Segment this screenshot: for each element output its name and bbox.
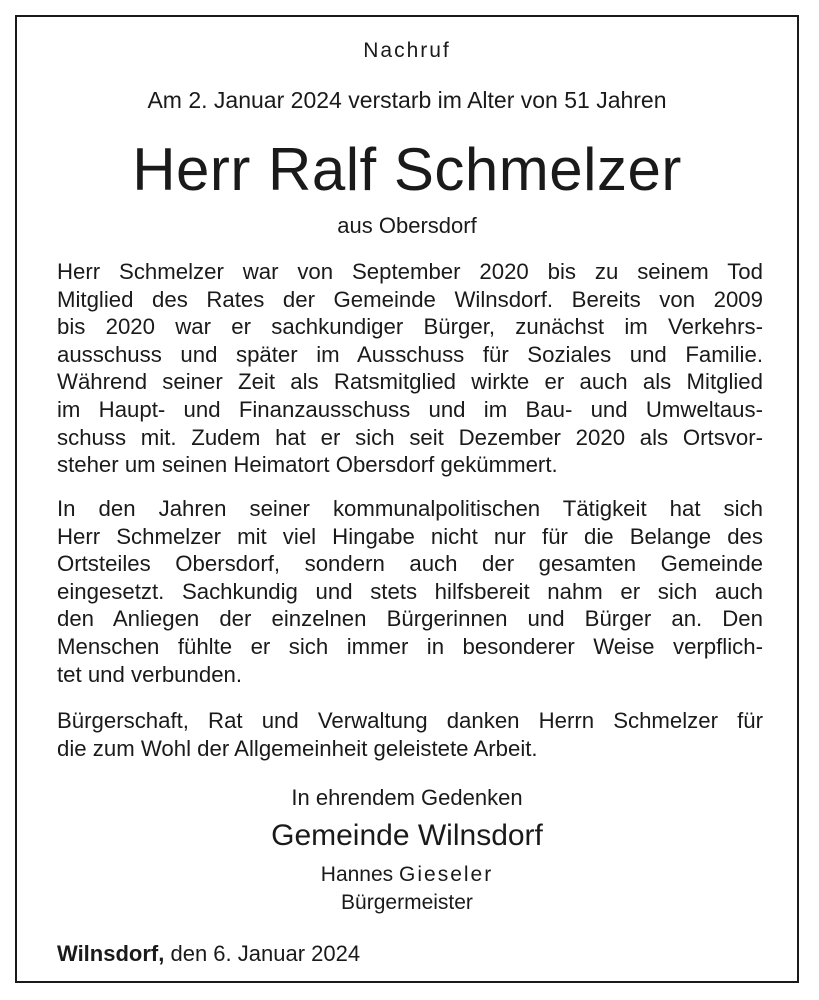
text-line: Mitglied des Rates der Gemeinde Wilnsdorf. Bereits von 2009 — [57, 286, 763, 312]
paragraph-service — [57, 258, 763, 479]
date: den 6. Januar 2024 — [170, 941, 361, 966]
text-line: bis 2020 war er sachkundiger Bürger, zunächst im Verkehrs- — [57, 314, 763, 340]
signer-last-name: Gieseler — [399, 863, 494, 886]
signer-first-name: Hannes — [320, 863, 394, 886]
place-date — [57, 941, 360, 967]
paragraph-thanks — [57, 707, 763, 762]
signer-title: Bürgermeister — [341, 891, 473, 914]
text-line: Herr Schmelzer war von September 2020 bis zu seinem Tod — [57, 259, 763, 284]
notice-kicker: Nachruf — [363, 39, 451, 62]
intro-line: Am 2. Januar 2024 verstarb im Alter von 51 Jahren — [147, 87, 667, 113]
text-line: die zum Wohl der Allgemeinheit geleistete Arbeit. — [57, 735, 538, 761]
text-line: steher um seinen Heimatort Obersdorf gekümmert. — [57, 452, 558, 478]
text-line: eingesetzt. Sachkundig und stets hilfsbereit nahm er sich auch — [57, 578, 763, 604]
text-line: In den Jahren seiner kommunalpolitischen Tätigkeit hat sich — [57, 496, 763, 521]
paragraph-dedication — [57, 495, 763, 688]
signer-name — [17, 863, 797, 887]
text-line: im Haupt- und Finanzausschuss und im Bau- und Umweltaus- — [57, 396, 763, 422]
text-line: Während seiner Zeit als Ratsmitglied wirkte er auch als Mitglied — [57, 369, 763, 395]
memorial-line: In ehrendem Gedenken — [291, 785, 523, 810]
deceased-name: Herr Ralf Schmelzer — [132, 136, 682, 203]
text-line: ausschuss und später im Ausschuss für Soziales und Familie. — [57, 341, 763, 367]
text-line: den Anliegen der einzelnen Bürgerinnen und Bürger an. Den — [57, 606, 763, 632]
text-line: Herr Schmelzer mit viel Hingabe nicht nur für die Belange des — [57, 523, 763, 549]
obituary-notice — [15, 15, 799, 983]
text-line: Bürgerschaft, Rat und Verwaltung danken Herrn Schmelzer für — [57, 708, 763, 733]
text-line: Menschen fühlte er sich immer in besonderer Weise verpflich- — [57, 633, 763, 659]
text-line: schuss mit. Zudem hat er sich seit Dezember 2020 als Ortsvor- — [57, 424, 763, 450]
text-line: Ortsteiles Obersdorf, sondern auch der gesamten Gemeinde — [57, 551, 763, 577]
place: Wilnsdorf, — [57, 941, 165, 966]
text-line: tet und verbunden. — [57, 661, 243, 687]
organization-name: Gemeinde Wilnsdorf — [271, 819, 543, 852]
deceased-origin: aus Obersdorf — [337, 213, 477, 238]
